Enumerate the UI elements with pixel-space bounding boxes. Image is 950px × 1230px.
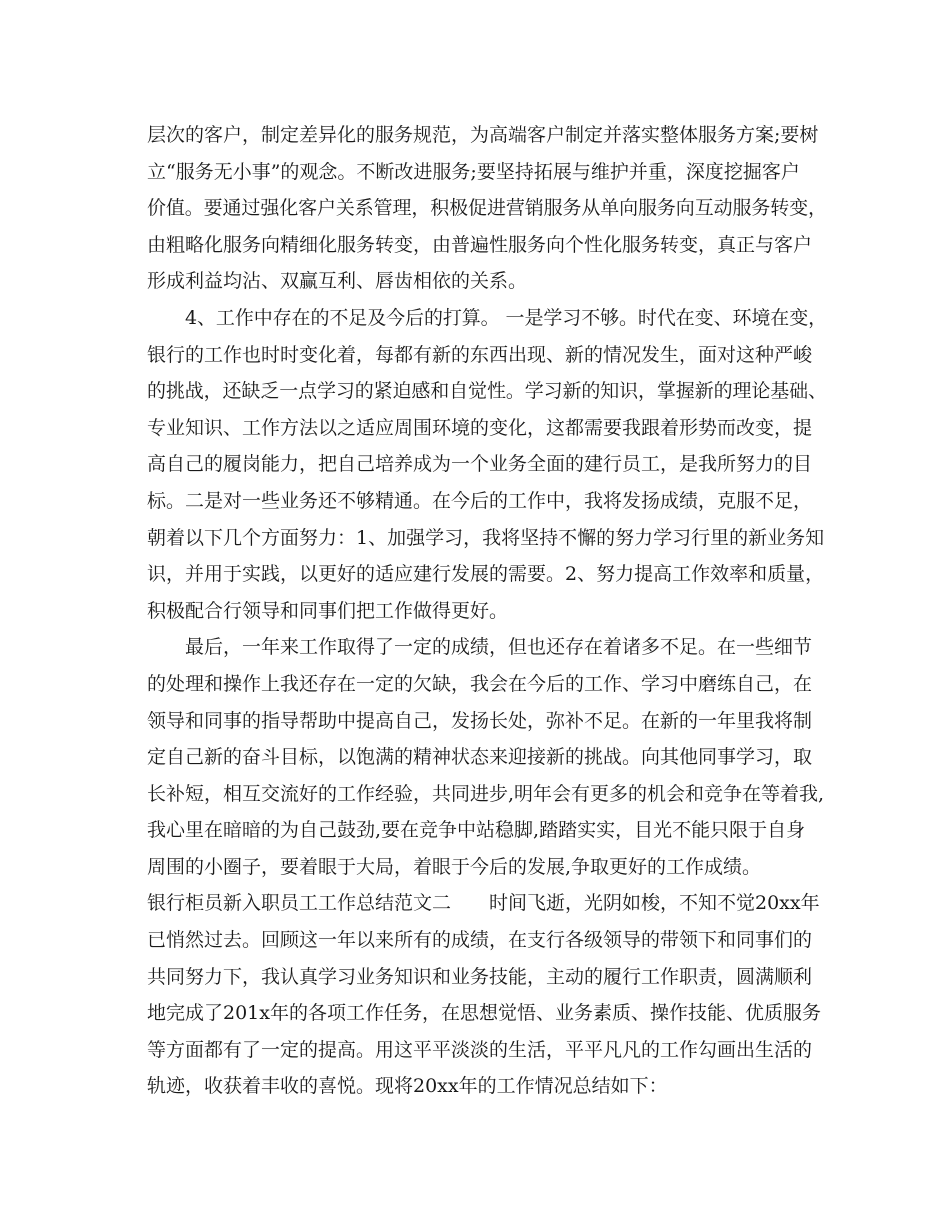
text-line: 定自己新的奋斗目标，以饱满的精神状态来迎接新的挑战。向其他同事学习，取 — [147, 746, 813, 769]
text-line: 长补短，相互交流好的工作经验，共同进步,明年会有更多的机会和竞争在等着我, — [147, 782, 825, 805]
text-line: 立“服务无小事”的观念。不断改进服务;要坚持拓展与维护并重，深度挖掘客户 — [147, 160, 800, 183]
text-line: 领导和同事的指导帮助中提高自己，发扬长处，弥补不足。在新的一年里我将制 — [147, 709, 813, 732]
text-line: 我心里在暗暗的为自己鼓劲,要在竞争中站稳脚,踏踏实实，目光不能只限于自身 — [147, 819, 806, 842]
text-line: 标。二是对一些业务还不够精通。在今后的工作中，我将发扬成绩，克服不足， — [147, 489, 813, 512]
text-line: 共同努力下，我认真学习业务知识和业务技能，主动的履行工作职责，圆满顺利 — [147, 965, 813, 988]
text-line: 银行柜员新入职员工工作总结范文二 时间飞逝，光阴如梭，不知不觉20xx年 — [147, 892, 820, 915]
text-line: 由粗略化服务向精细化服务转变，由普遍性服务向个性化服务转变，真正与客户 — [147, 233, 813, 256]
text-line: 专业知识、工作方法以之适应周围环境的变化，这都需要我跟着形势而改变，提 — [147, 416, 813, 439]
text-line: 银行的工作也时时变化着，每都有新的东西出现、新的情况发生，面对这种严峻 — [147, 343, 813, 366]
text-line: 已悄然过去。回顾这一年以来所有的成绩，在支行各级领导的带领下和同事们的 — [147, 929, 813, 952]
text-line: 最后，一年来工作取得了一定的成绩，但也还存在着诸多不足。在一些细节 — [185, 636, 813, 659]
text-line: 地完成了201x年的各项工作任务，在思想觉悟、业务素质、操作技能、优质服务 — [147, 1002, 821, 1025]
text-line: 高自己的履岗能力，把自己培养成为一个业务全面的建行员工，是我所努力的目 — [147, 453, 813, 476]
text-line: 层次的客户，制定差异化的服务规范，为高端客户制定并落实整体服务方案;要树 — [147, 124, 819, 146]
text-line: 形成利益均沾、双赢互利、唇齿相依的关系。 — [147, 270, 528, 293]
text-line: 价值。要通过强化客户关系管理，积极促进营销服务从单向服务向互动服务转变， — [147, 197, 827, 220]
text-line: 轨迹，收获着丰收的喜悦。现将20xx年的工作情况总结如下： — [147, 1075, 668, 1098]
text-line: 周围的小圈子，要着眼于大局，着眼于今后的发展,争取更好的工作成绩。 — [147, 855, 762, 878]
text-line: 4、工作中存在的不足及今后的打算。 一是学习不够。时代在变、环境在变， — [185, 306, 828, 329]
text-line: 朝着以下几个方面努力：1、加强学习，我将坚持不懈的努力学习行里的新业务知 — [147, 526, 825, 549]
text-line: 等方面都有了一定的提高。用这平平淡淡的生活，平平凡凡的工作勾画出生活的 — [147, 1038, 813, 1061]
text-line: 识，并用于实践，以更好的适应建行发展的需要。2、努力提高工作效率和质量， — [147, 563, 825, 586]
text-line: 的处理和操作上我还存在一定的欠缺，我会在今后的工作、学习中磨练自己，在 — [147, 672, 813, 695]
text-line: 积极配合行领导和同事们把工作做得更好。 — [147, 599, 509, 622]
text-line: 的挑战，还缺乏一点学习的紧迫感和自觉性。学习新的知识，掌握新的理论基础、 — [147, 380, 827, 403]
document-body — [147, 117, 827, 1105]
